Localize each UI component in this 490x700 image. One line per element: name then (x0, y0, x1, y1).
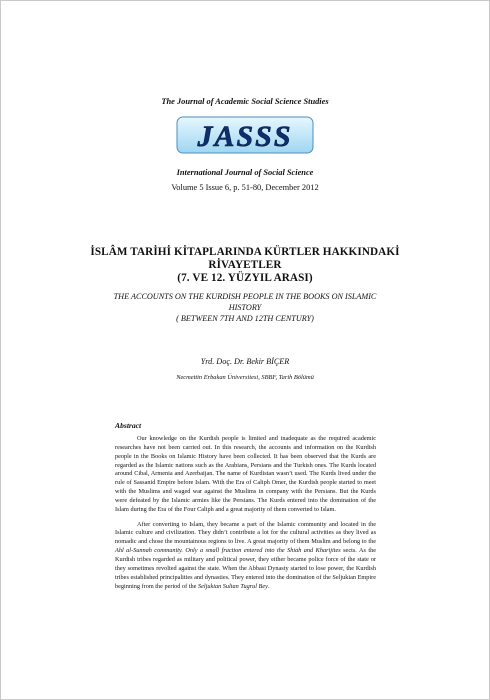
journal-subtitle: International Journal of Social Science (176, 168, 314, 177)
abstract-body (115, 435, 376, 597)
title-tr-line-3: (7. VE 12. YÜZYIL ARASI) (177, 272, 313, 284)
abstract-text: . (267, 582, 270, 590)
journal-title: The Journal of Academic Social Science Studies (161, 97, 329, 106)
title-en-line-1: THE ACCOUNTS ON THE KURDISH PEOPLE IN THE BOOKS ON ISLAMIC (113, 292, 377, 301)
abstract-text: After converting to Islam, they became a part of the Islamic community and located in the Islamic culture and civilization. They didn’t contribute a lot for the cultural activities as they lived as nomadic and chose the mountainous regions to live. A great majority of them Muslim and belong to the (115, 520, 376, 546)
article-title-english (80, 292, 410, 324)
title-tr-line-2: RİVAYETLER (208, 259, 282, 271)
volume-info: Volume 5 Issue 6, p. 51-80, December 2012 (171, 183, 319, 192)
abstract-paragraph-2 (115, 521, 376, 592)
abstract-text: sects. As the Kurdish tribes regarded as military and political power, they either became police force of the state or they sometimes revolted against the state. When the Abbasi Dynasty started to lose power, the Kurdish tribes established principalities and dynasties. They entered into the domination of the Seljukian Empire beginning from the period of the (115, 547, 376, 590)
abstract-italic-text: Ahl al-Sunnah community. Only a small fraction entered into the Shiah and Kharijites (115, 547, 341, 555)
abstract-paragraph-1: Our knowledge on the Kurdish people is limited and inadequate as the required academic researches have not been carried out. In this research, the accounts and information on the Kurdish people in the Books on Islamic History have been collected. It has been observed that the Kurds are regarded as the Islamic nations such as the Arabians, Persians and the Turkish ones. The Kurds located around Cibal, Armenia and Azerbaijan. The name of Kurdistan wasn’t used. The Kurds lived under the rule of Sassanid Empire before Islam. With the Era of Caliph Omer, the Kurdish people started to meet with the Muslims and waged war against the Muslims in company with the Persians. But the Kurds were defeated by the Islamic armies like the Persians. The Kurds entered into the domination of the Islam during the Era of the Four Caliph and a great majority of them converted to Islam. (115, 435, 376, 513)
journal-logo (175, 113, 315, 157)
title-en-line-2: HISTORY (228, 302, 262, 312)
logo-lettering: JASSS (197, 120, 293, 153)
title-en-line-3: ( BETWEEN 7TH AND 12TH CENTURY) (176, 313, 314, 323)
author-name: Yrd. Doç. Dr. Bekir BİÇER (200, 357, 290, 366)
author-affiliation: Necmettin Erbakan Üniversitesi, SBBF, Tarih Bölümü (176, 374, 314, 381)
abstract-heading: Abstract (115, 421, 142, 430)
abstract-italic-text: Seljukian Sultan Tugrul Bey (197, 582, 268, 590)
title-tr-line-1: İSLÂM TARİHİ KİTAPLARINDA KÜRTLER HAKKINDAKİ (90, 246, 400, 258)
article-title-turkish (60, 246, 430, 285)
